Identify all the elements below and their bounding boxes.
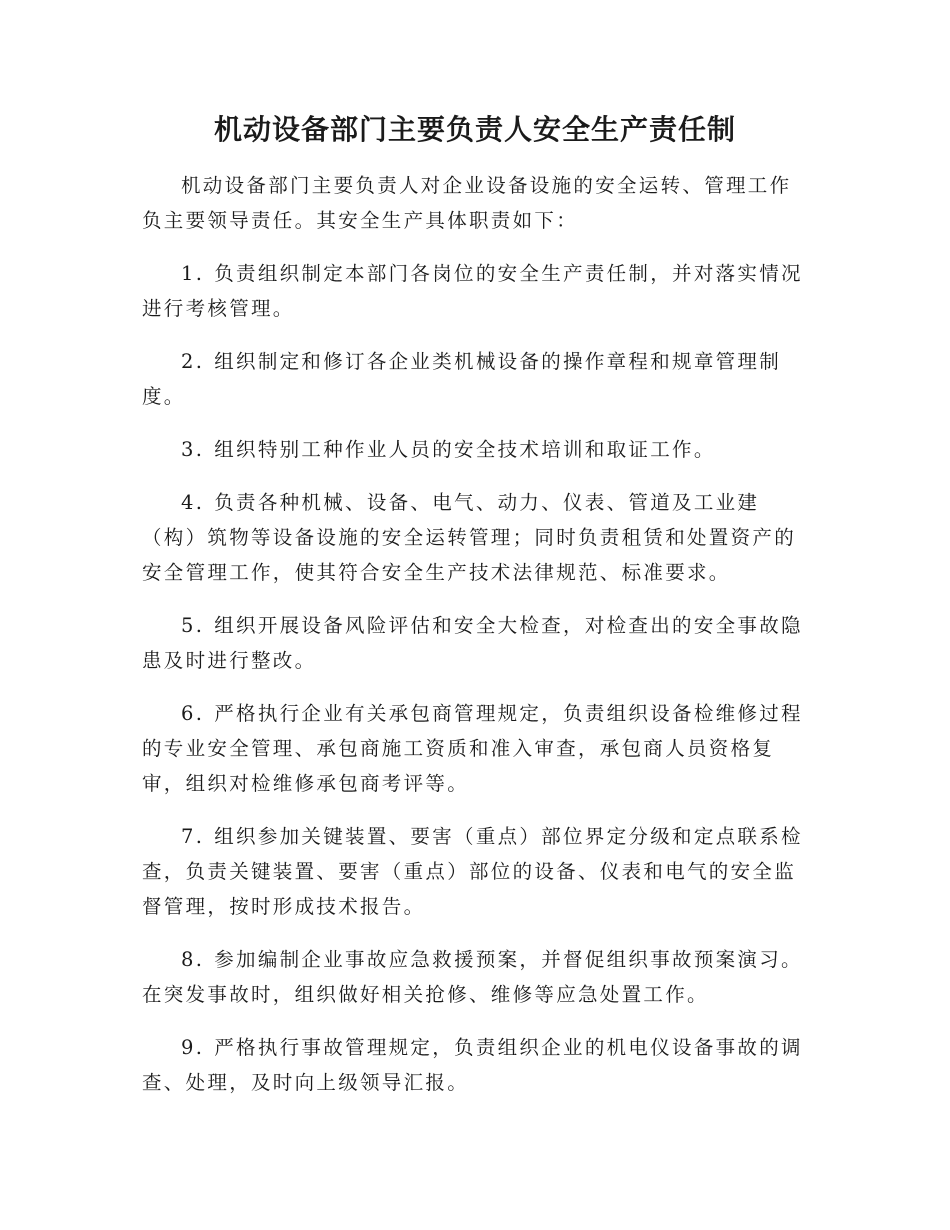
intro-paragraph: 机动设备部门主要负责人对企业设备设施的安全运转、管理工作负主要领导责任。其安全生产具体职责如下： (142, 174, 792, 232)
item-number: 5. (181, 614, 205, 637)
duty-item (142, 608, 810, 678)
item-text: 负责组织制定本部门各岗位的安全生产责任制，并对落实情况进行考核管理。 (142, 262, 803, 320)
item-number: 3. (181, 438, 205, 461)
duty-item (142, 819, 810, 924)
document-body (142, 168, 810, 1118)
item-text: 参加编制企业事故应急救援预案，并督促组织事故预案演习。在突发事故时，组织做好相关抢修、维修等应急处置工作。 (142, 948, 803, 1006)
item-text: 组织参加关键装置、要害（重点）部位界定分级和定点联系检查，负责关键装置、要害（重点）部位的设备、仪表和电气的安全监督管理，按时形成技术报告。 (142, 825, 803, 918)
item-number: 8. (181, 948, 205, 971)
item-text: 组织特别工种作业人员的安全技术培训和取证工作。 (214, 438, 716, 461)
duty-item (142, 1030, 810, 1100)
duty-item (142, 942, 810, 1012)
item-number: 1. (181, 262, 205, 285)
item-number: 9. (181, 1036, 205, 1059)
document-title: 机动设备部门主要负责人安全生产责任制 (213, 113, 736, 146)
duty-item (142, 344, 810, 414)
item-number: 2. (181, 350, 205, 373)
item-text: 严格执行事故管理规定，负责组织企业的机电仪设备事故的调查、处理，及时向上级领导汇报。 (142, 1036, 803, 1094)
item-text: 负责各种机械、设备、电气、动力、仪表、管道及工业建（构）筑物等设备设施的安全运转管理；同时负责租赁和处置资产的安全管理工作，使其符合安全生产技术法律规范、标准要求。 (142, 491, 797, 584)
item-number: 6. (181, 702, 205, 725)
duty-item (142, 485, 810, 590)
item-number: 4. (181, 491, 205, 514)
duty-item (142, 432, 810, 467)
item-text: 严格执行企业有关承包商管理规定，负责组织设备检维修过程的专业安全管理、承包商施工资质和准入审查，承包商人员资格复审，组织对检维修承包商考评等。 (142, 702, 803, 795)
item-number: 7. (181, 825, 205, 848)
duty-item (142, 256, 810, 326)
duty-item (142, 696, 810, 801)
item-text: 组织开展设备风险评估和安全大检查，对检查出的安全事故隐患及时进行整改。 (142, 614, 803, 672)
item-text: 组织制定和修订各企业类机械设备的操作章程和规章管理制度。 (142, 350, 782, 408)
